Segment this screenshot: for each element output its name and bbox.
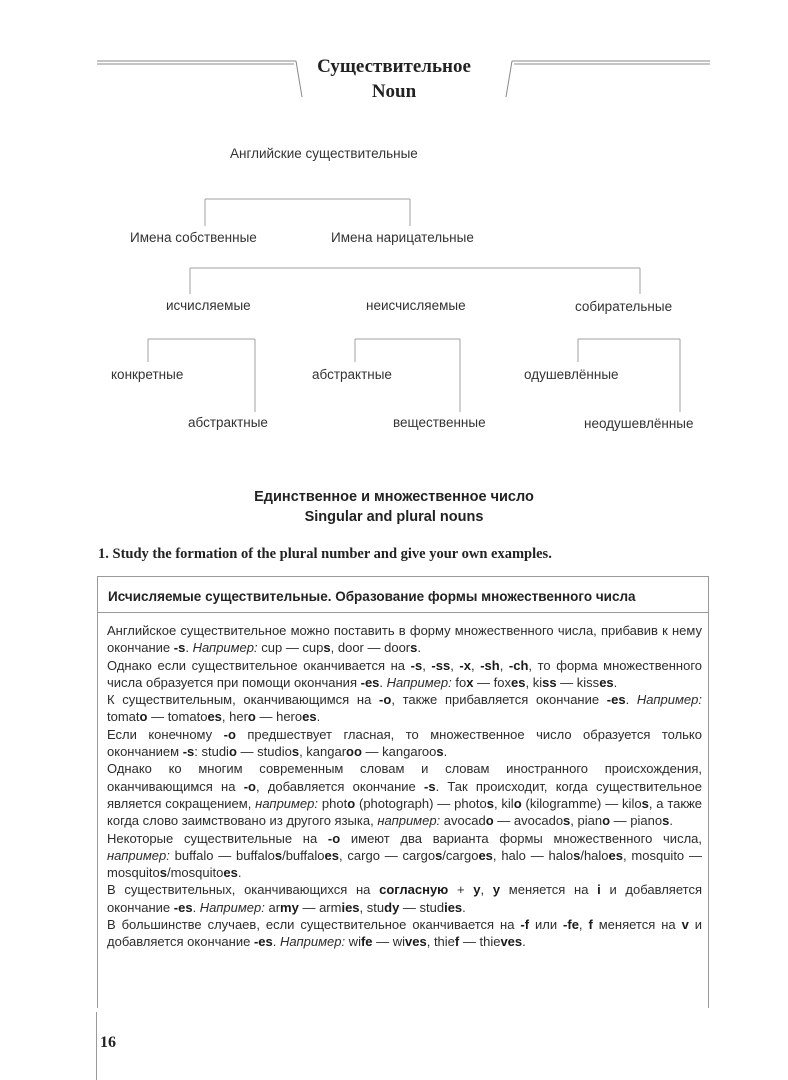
rule-paragraph (107, 657, 702, 692)
tree-proper-nouns: Имена собственные (130, 230, 257, 245)
bold-fragment: es (608, 847, 623, 863)
text-fragment: (kilogramme) — kilo (521, 795, 642, 811)
text-fragment: phot (318, 795, 348, 811)
text-fragment: . (625, 692, 637, 708)
italic-fragment: например: (377, 813, 441, 829)
text-fragment: , her (221, 709, 248, 725)
bold-fragment: es (511, 674, 526, 690)
text-fragment: , (422, 657, 432, 673)
rule-paragraph (107, 691, 702, 726)
rule-paragraph (107, 916, 702, 951)
rule-box-body (107, 622, 702, 951)
text-fragment: /halo (580, 847, 609, 863)
text-fragment: . (443, 744, 448, 760)
italic-fragment: Например: (192, 640, 258, 656)
text-fragment: tomat (107, 709, 140, 725)
bold-fragment: dy (384, 899, 400, 915)
tree-countable-concrete: конкретные (111, 367, 184, 382)
bold-fragment: -o (243, 778, 256, 794)
bold-fragment: ves (405, 934, 427, 950)
text-fragment: — arm (298, 899, 342, 915)
text-fragment: , добавляется окончание (255, 778, 425, 794)
bold-fragment: y (492, 882, 501, 898)
text-fragment: wi (345, 934, 361, 950)
bold-fragment: -s (182, 744, 195, 760)
bold-fragment: ies (341, 899, 360, 915)
text-fragment: — kiss (556, 674, 600, 690)
bold-fragment: согласную (379, 882, 449, 898)
text-fragment: (photograph) — photo (355, 795, 487, 811)
bold-fragment: es (207, 709, 222, 725)
text-fragment: , kangar (299, 744, 347, 760)
bold-fragment: es (223, 865, 238, 881)
bold-fragment: ss (542, 674, 557, 690)
text-fragment: — kangaroo (361, 744, 437, 760)
text-fragment: , ki (525, 674, 543, 690)
bold-fragment: o (347, 795, 356, 811)
bold-fragment: -es (173, 899, 193, 915)
text-fragment: , (470, 657, 481, 673)
text-fragment: — stud (399, 899, 445, 915)
title-russian: Существительное (317, 56, 471, 77)
bold-fragment: ves (500, 934, 523, 950)
bold-fragment: o (139, 709, 148, 725)
bold-fragment: s (274, 847, 283, 863)
rule-box-heading: Исчисляемые существительные. Образование формы множественного числа (108, 589, 636, 604)
page-number: 16 (100, 1034, 116, 1051)
bold-fragment: ies (444, 899, 463, 915)
bold-fragment: s (435, 847, 443, 863)
text-fragment: . (185, 640, 193, 656)
rule-box-divider (98, 612, 708, 613)
text-fragment: и добавляется окончание (107, 882, 702, 915)
bold-fragment: f (454, 934, 460, 950)
rule-paragraph (107, 760, 702, 829)
bold-fragment: fe (360, 934, 373, 950)
text-fragment: . (192, 899, 200, 915)
tree-countable: исчисляемые (166, 298, 251, 313)
bold-fragment: -o (327, 830, 341, 846)
bold-fragment: -ch (508, 657, 529, 673)
bold-fragment: es (324, 847, 339, 863)
text-fragment: , (499, 657, 509, 673)
text-fragment: предшествует гласная, то множественное число образуется только окончанием (107, 726, 702, 760)
text-fragment: , thie (426, 934, 455, 950)
bold-fragment: o (602, 813, 611, 829)
section-title (0, 487, 788, 527)
text-fragment: , stu (359, 899, 385, 915)
bold-fragment: -o (379, 692, 392, 708)
text-fragment: . (316, 709, 321, 725)
bold-fragment: es (478, 847, 493, 863)
bold-fragment: -es (360, 674, 380, 690)
text-fragment: — wi (372, 934, 406, 950)
italic-fragment: Например: (386, 674, 452, 690)
title-english: Noun (371, 81, 417, 102)
bold-fragment: s (486, 795, 494, 811)
text-fragment: , то форма множественного числа образуется при помощи окончания (107, 657, 703, 690)
text-fragment: , halo — halo (492, 847, 574, 863)
text-fragment: — piano (610, 813, 663, 829)
bold-fragment: -es (606, 692, 626, 708)
text-fragment: /buffalo (282, 847, 325, 863)
text-fragment: Однако ко многим современным словам и словам иностранного происхождения, оканчивающимся на (107, 761, 702, 794)
bold-fragment: es (599, 674, 614, 690)
tree-root: Английские существительные (230, 146, 418, 161)
tree-uncountable-material: вещественные (393, 415, 486, 430)
rule-paragraph (107, 830, 702, 882)
section-title-russian: Единственное и множественное число (254, 489, 534, 505)
text-fragment: /cargo (442, 847, 479, 863)
bold-fragment: my (280, 899, 299, 915)
text-fragment: ar (264, 899, 281, 915)
text-fragment: . (613, 674, 618, 690)
text-fragment: , kil (493, 795, 514, 811)
text-fragment: , (450, 657, 460, 673)
text-fragment: . (462, 899, 466, 915)
rule-paragraph (107, 622, 702, 657)
text-fragment: , а также когда слово заимствовано из другого языка, (107, 795, 703, 829)
bold-fragment: -ss (431, 657, 451, 673)
tree-collective-animate: одушевлённые (524, 367, 619, 382)
text-fragment: /mosquito (166, 865, 224, 881)
text-fragment: Однако если существительное оканчивается на (107, 657, 411, 673)
text-fragment: К существительным, оканчивающимся на (107, 692, 380, 708)
text-fragment: , (578, 917, 589, 933)
bold-fragment: -fe (563, 917, 579, 933)
bold-fragment: oo (346, 744, 362, 760)
text-fragment: Если конечному (107, 726, 224, 742)
text-fragment: buffalo — buffalo (169, 847, 275, 863)
tree-countable-abstract: абстрактные (188, 415, 268, 430)
text-fragment: В существительных, оканчивающихся на (107, 882, 380, 898)
bold-fragment: o (247, 709, 256, 725)
text-fragment: , pian (570, 813, 603, 829)
text-fragment: , mosquito — mosquito (107, 847, 702, 881)
text-fragment: . Так происходит, когда существительное является сокращением, (107, 778, 702, 811)
italic-fragment: например: (255, 795, 319, 811)
bold-fragment: x (466, 674, 474, 690)
text-fragment: и добавляется окончание (107, 917, 702, 950)
bold-fragment: o (228, 744, 237, 760)
bold-fragment: s (436, 744, 444, 760)
bold-fragment: y (473, 882, 481, 898)
text-fragment: . (272, 934, 280, 950)
tree-uncountable: неисчисляемые (366, 298, 466, 313)
bold-fragment: -s (410, 657, 423, 673)
bold-fragment: -o (223, 726, 236, 742)
text-fragment: — studio (236, 744, 292, 760)
text-fragment: + (448, 882, 474, 898)
exercise-instruction: 1. Study the formation of the plural number and give your own examples. (98, 546, 552, 562)
text-fragment: — thie (459, 934, 501, 950)
bold-fragment: -x (459, 657, 471, 673)
bold-fragment: s (323, 640, 331, 656)
bold-fragment: v (681, 917, 689, 933)
text-fragment: . (522, 934, 526, 950)
text-fragment: — avocado (493, 813, 564, 829)
bold-fragment: o (485, 813, 494, 829)
text-fragment: меняется на (500, 882, 598, 898)
text-fragment: cup — cup (257, 640, 324, 656)
bold-fragment: -s (424, 778, 436, 794)
margin-line (96, 1012, 97, 1080)
text-fragment: . (237, 865, 242, 881)
text-fragment: имеют два варианта формы множественного числа, (340, 830, 702, 846)
bold-fragment: o (513, 795, 522, 811)
text-fragment: , door — door (330, 640, 411, 656)
rule-paragraph (107, 726, 702, 761)
text-fragment: , также прибавляется окончание (391, 692, 607, 708)
bold-fragment: s (641, 795, 649, 811)
text-fragment: Английское существительное можно поставить в форму множественного числа, прибавив к нему окончание (107, 623, 702, 656)
bold-fragment: s (573, 847, 581, 863)
tree-common-nouns: Имена нарицательные (331, 230, 474, 245)
text-fragment: avocad (440, 813, 486, 829)
bold-fragment: es (302, 709, 317, 725)
bold-fragment: i (597, 882, 601, 898)
bold-fragment: s (662, 813, 670, 829)
text-fragment: . (669, 813, 673, 829)
italic-fragment: Например: (636, 692, 702, 708)
bold-fragment: -s (173, 640, 186, 656)
text-fragment: — hero (255, 709, 303, 725)
text-fragment: . (417, 640, 421, 656)
text-fragment: fo (451, 674, 467, 690)
italic-fragment: Например: (199, 899, 265, 915)
bold-fragment: s (159, 865, 167, 881)
text-fragment: В большинстве случаев, если существительное оканчивается на (107, 917, 521, 933)
italic-fragment: Например: (279, 934, 346, 950)
italic-fragment: например: (107, 847, 170, 863)
tree-collective-inanimate: неодушевлённые (584, 416, 694, 431)
bold-fragment: f (588, 917, 593, 933)
text-fragment: — fox (473, 674, 511, 690)
text-fragment: , cargo — cargo (338, 847, 436, 863)
text-fragment: Некоторые существительные на (107, 830, 328, 846)
bold-fragment: s (291, 744, 300, 760)
bold-fragment: -sh (480, 657, 500, 673)
tree-uncountable-abstract: абстрактные (312, 367, 392, 382)
section-title-english: Singular and plural nouns (304, 509, 484, 525)
text-fragment: меняется на (592, 917, 682, 933)
text-fragment: — tomato (147, 709, 208, 725)
text-fragment: или (529, 917, 564, 933)
bold-fragment: s (563, 813, 571, 829)
rule-paragraph (107, 881, 702, 916)
text-fragment: , (480, 882, 493, 898)
bold-fragment: -f (520, 917, 530, 933)
tree-collective: собирательные (575, 299, 673, 314)
bold-fragment: -es (253, 934, 273, 950)
bold-fragment: s (410, 640, 418, 656)
text-fragment: : studi (194, 744, 229, 760)
text-fragment: . (379, 674, 387, 690)
